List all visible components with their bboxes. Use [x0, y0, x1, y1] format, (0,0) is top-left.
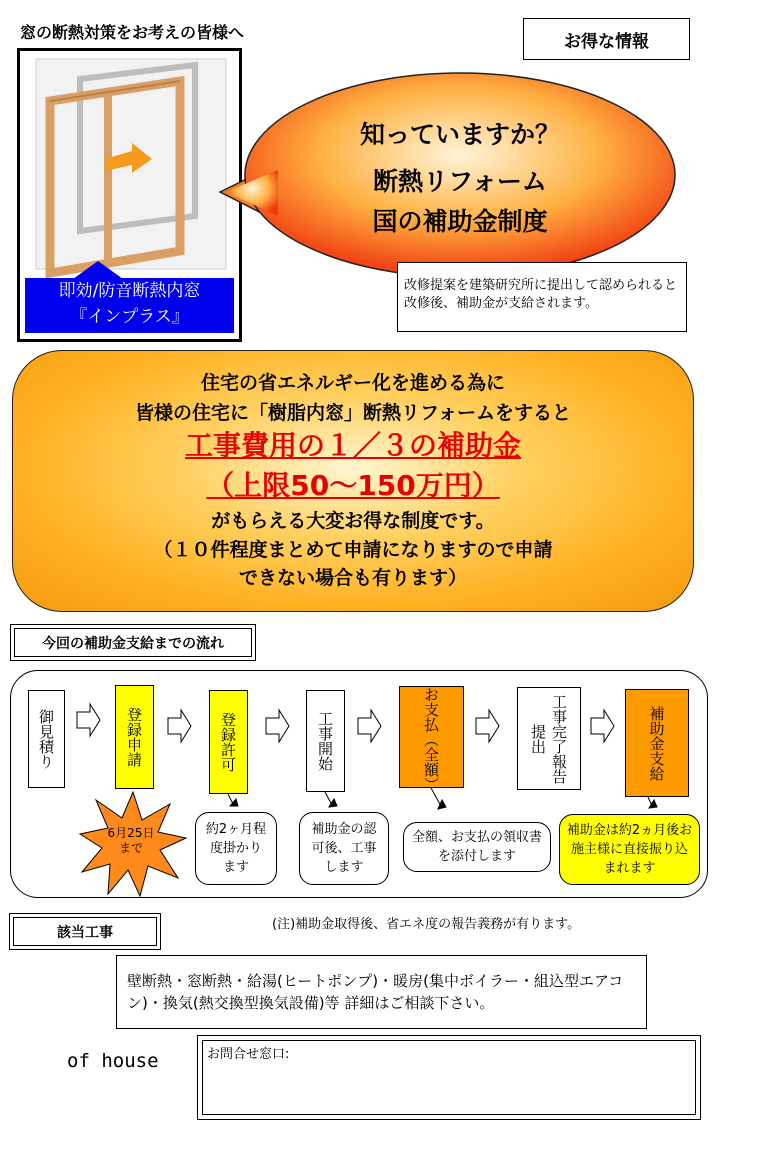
panel-line5: できない場合も有ります） [238, 567, 467, 589]
flow-heading-frame [10, 624, 256, 661]
panel-highlight2: （上限50～150万円） [206, 469, 500, 502]
panel-line3: がもらえる大変お得な制度です。 [211, 510, 495, 532]
deadline-text: 6月25日まで [107, 826, 155, 855]
footer-brand: of house [67, 1050, 159, 1072]
window-illustration [20, 51, 239, 281]
note-two-months: 約2ヶ月程度掛かります [195, 812, 277, 885]
works-heading: 該当工事 [13, 917, 157, 946]
caption-arrow-icon [73, 261, 123, 279]
contact-box[interactable] [202, 1040, 696, 1115]
info-tag: お得な情報 [523, 18, 690, 60]
caption-line2: 『インプラス』 [70, 307, 189, 327]
arrow-6-icon [591, 710, 614, 742]
panel-line4: （１０件程度まとめて申請になりますので申請 [153, 539, 553, 561]
bubble-line3: 国の補助金制度 [372, 207, 548, 236]
disclaimer: (注)補助金取得後、省エネ度の報告義務が有ります。 [272, 917, 581, 932]
contact-frame[interactable] [197, 1035, 701, 1120]
arrow-3-icon [266, 710, 289, 742]
works-heading-frame [9, 913, 161, 950]
page-title: 窓の断熱対策をお考えの皆様へ [20, 23, 245, 42]
panel-highlight1: 工事費用の１／３の補助金 [184, 429, 521, 462]
caption-line1: 即効/防音断熱内窓 [58, 281, 201, 301]
panel-line2: 皆様の住宅に「樹脂内窓」断熱リフォームをすると [134, 402, 572, 424]
works-text: 壁断熱・窓断熱・給湯(ヒートポンプ)・暖房(集中ボイラー・組込型エアコン)・換気(熱交換型換気設備)等 詳細はご相談下さい。 [116, 955, 647, 1029]
step-estimate: 御見積り [28, 690, 65, 788]
step-subsidy-payment: 補助金支給 [625, 689, 689, 797]
arrow-2-icon [168, 710, 191, 742]
step-registration-apply: 登録申請 [115, 685, 154, 789]
product-caption [25, 278, 234, 333]
step-payment: お支払（全額） [399, 686, 464, 788]
bubble-line1: 知っていますか？ [359, 120, 560, 149]
contact-label: お問合せ窓口: [207, 1047, 290, 1062]
flow-heading: 今回の補助金支給までの流れ [14, 628, 252, 657]
note-box: 改修提案を建築研究所に提出して認められると改修後、補助金が支給されます。 [397, 262, 687, 332]
arrow-1-icon [77, 704, 100, 736]
arrow-4-icon [358, 710, 381, 742]
step-registration-permit: 登録許可 [209, 690, 248, 794]
note-after-approval: 補助金の認可後、工事します [299, 812, 389, 885]
arrow-5-icon [476, 710, 499, 742]
step-completion-report: 工事完了報告提出 [517, 687, 581, 790]
note-attach-receipt: 全額、お支払の領収書を添付します [403, 822, 551, 872]
step-construction-start: 工事開始 [306, 690, 345, 792]
bubble-line2: 断熱リフォーム [373, 167, 547, 196]
panel-line1: 住宅の省エネルギー化を進める為に [200, 372, 505, 394]
note-direct-transfer: 補助金は約2ヵ月後お施主様に直接振り込まれます [559, 814, 700, 885]
product-frame [17, 48, 242, 342]
